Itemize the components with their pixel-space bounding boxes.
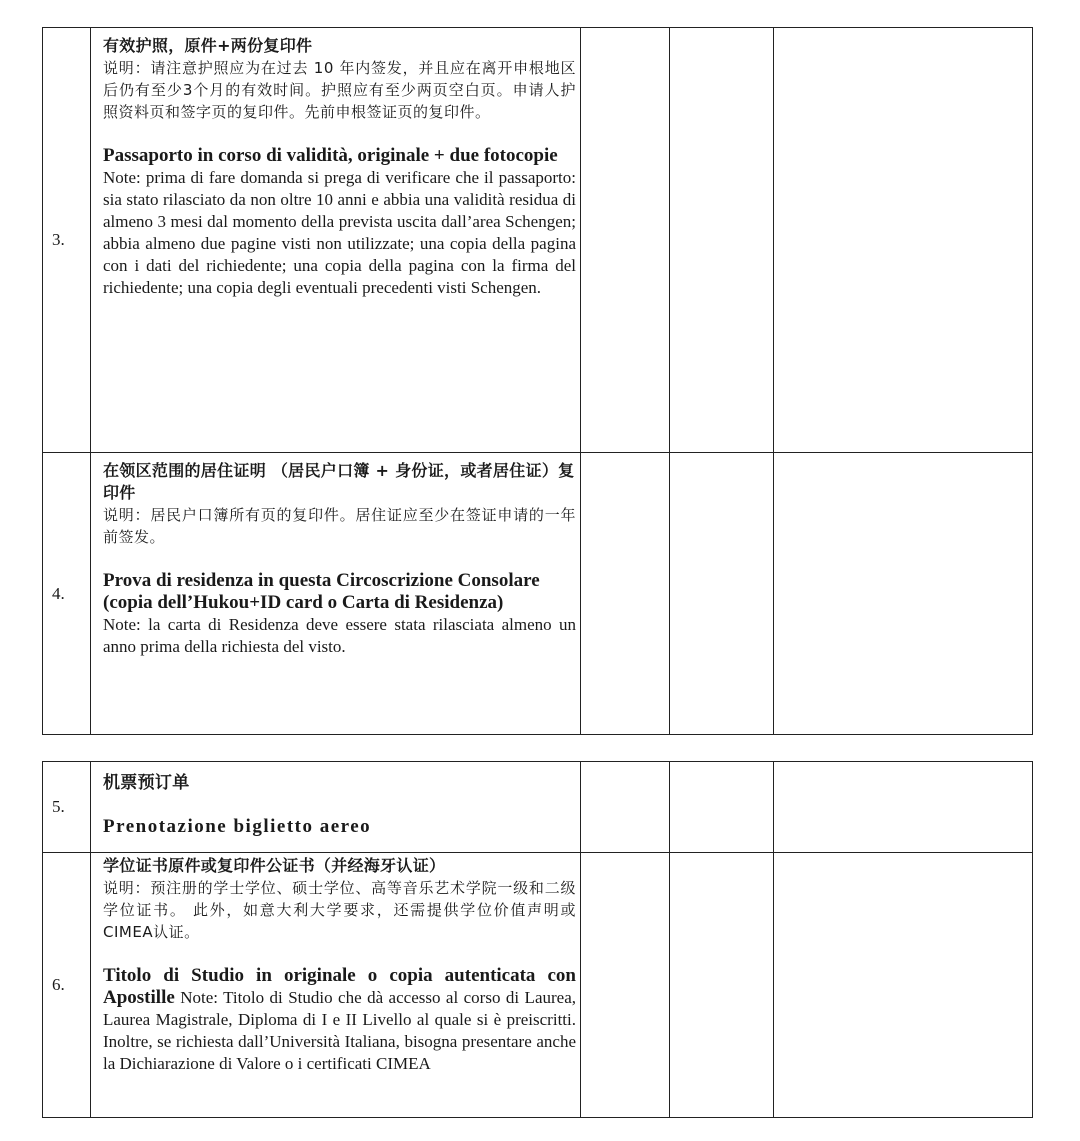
table-row [43,28,1033,453]
empty-cell [670,453,774,735]
requirement-title-zh: 有效护照，原件+两份复印件 [103,36,313,55]
empty-cell [670,853,774,1118]
item-number-text: 4. [52,583,65,603]
item-description [91,453,581,735]
table-row [43,762,1033,853]
empty-cell [581,453,670,735]
item-description [91,853,581,1118]
empty-cell [670,762,774,853]
item-description [91,762,581,853]
requirement-note-zh: 说明：居民户口簿所有页的复印件。居住证应至少在签证申请的一年前签发。 [103,506,576,546]
table-row [43,853,1033,1118]
item-number [43,453,91,735]
item-number-text: 5. [52,797,65,816]
item-number-text: 6. [52,975,65,994]
requirement-note-zh: 说明：预注册的学士学位、硕士学位、高等音乐艺术学院一级和二级学位证书。 此外，如意大利大学要求，还需提供学位价值声明或 CIMEA认证。 [103,879,576,941]
requirement-note-it: Note: Titolo di Studio che dà accesso al corso di Laurea, Laurea Magistrale, Diploma di I e II Livello al quale si è preiscritti. Inoltre, se richiesta dall’Università Italiana, bisogna presentare anche la Dichiarazione di Valore o i certificati CIMEA [103,988,576,1073]
checklist-table-1 [42,27,1033,735]
requirement-title-zh: 学位证书原件或复印件公证书（并经海牙认证） [103,856,446,875]
empty-cell [774,28,1033,453]
requirement-title-it: Prenotazione biglietto aereo [103,816,372,837]
table-row [43,453,1033,735]
item-number [43,762,91,853]
item-number [43,28,91,453]
empty-cell [581,762,670,853]
empty-cell [581,28,670,453]
item-number-text: 3. [52,230,65,249]
empty-cell [774,453,1033,735]
requirement-title-zh: 机票预订单 [103,773,190,793]
empty-cell [774,762,1033,853]
empty-cell [774,853,1033,1118]
empty-cell [581,853,670,1118]
requirement-title-it: Passaporto in corso di validità, originale + due fotocopie [103,145,558,166]
requirement-title-it: Prova di residenza in questa Circoscrizione Consolare (copia dell’Hukou+ID card o Carta di Residenza) [103,570,540,613]
requirement-note-it: Note: prima di fare domanda si prega di verificare che il passaporto: sia stato rilasciato da non oltre 10 anni e abbia una validità residua di almeno 3 mesi dal momento della prevista uscita dall’area Schengen; abbia almeno due pagine visti non utilizzate; una copia della pagina con i dati del richiedente; una copia della pagina con la firma del richiedente; una copia degli eventuali precedenti visti Schengen. [103,168,576,297]
requirement-it-paragraph [103,965,576,1075]
requirement-note-zh: 说明：请注意护照应为在过去 10 年内签发，并且应在离开申根地区后仍有至少3个月的有效时间。护照应有至少两页空白页。申请人护照资料页和签字页的复印件。先前申根签证页的复印件。 [103,59,576,121]
item-description [91,28,581,453]
requirement-title-it: Titolo di Studio in originale o copia autenticata con Apostille [103,965,576,1008]
requirement-title-zh: 在领区范围的居住证明 （居民户口簿 + 身份证，或者居住证）复印件 [103,461,575,502]
requirement-note-it: Note: la carta di Residenza deve essere stata rilasciata almeno un anno prima della richiesta del visto. [103,615,576,656]
checklist-table-2 [42,761,1033,1118]
item-number [43,853,91,1118]
empty-cell [670,28,774,453]
